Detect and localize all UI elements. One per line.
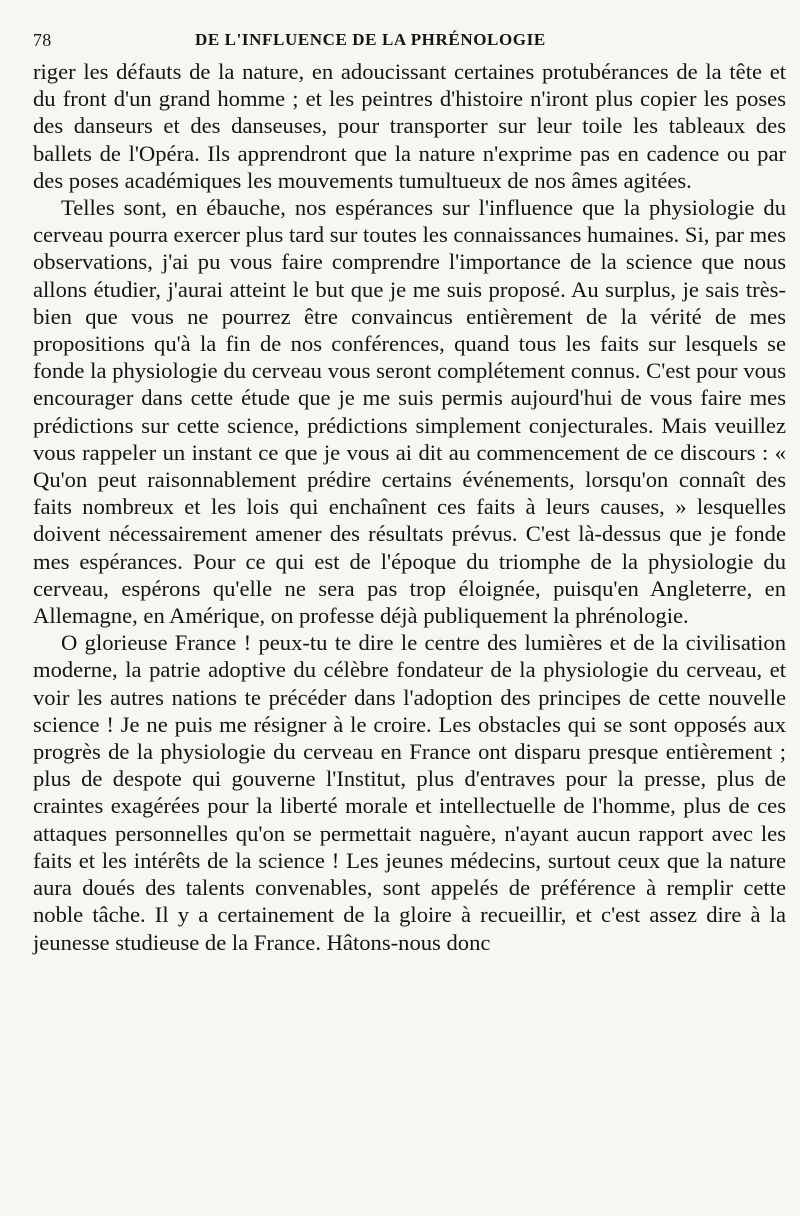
paragraph-2: Telles sont, en ébauche, nos espérances sur l'influence que la physiologie du cerveau pourra exercer plus tard sur toutes les connaissances humaines. Si, par mes observations, j'ai pu vous faire comprendre l'importance de la science que nous allons étudier, j'aurai atteint le but que je me suis proposé. Au surplus, je sais très-bien que vous ne pourrez être convaincus entièrement de la vérité de mes propositions qu'à la fin de nos conférences, quand tous les faits sur lesquels se fonde la physiologie du cerveau vous seront complétement connus. C'est pour vous encourager dans cette étude que je me suis permis aujourd'hui de vous faire mes prédictions sur cette science, prédictions simplement conjecturales. Mais veuillez vous rappeler un instant ce que je vous ai dit au commencement de ce discours : « Qu'on peut raisonnablement prédire certains événements, lorsqu'on connaît des faits nombreux et les lois qui enchaînent ces faits à leurs causes, » lesquelles doivent nécessairement amener des résultats prévus. C'est là-dessus que je fonde mes espérances. Pour ce qui est de l'époque du triomphe de la physiologie du cerveau, espérons qu'elle ne sera pas trop éloignée, puisqu'en Angleterre, en Allemagne, en Amérique, on professe déjà publiquement la phrénologie. — [33, 195, 786, 629]
paragraph-1: riger les défauts de la nature, en adoucissant certaines protubérances de la tête et du front d'un grand homme ; et les peintres d'histoire n'iront plus copier les poses des danseurs et des danseuses, pour transporter sur leur toile les tableaux des ballets de l'Opéra. Ils apprendront que la nature n'exprime pas en cadence ou par des poses académiques les mouvements tumultueux de nos âmes agitées. — [33, 59, 786, 193]
body-text — [33, 58, 786, 956]
running-title: DE L'INFLUENCE DE LA PHRÉNOLOGIE — [195, 30, 546, 49]
paragraph-3: O glorieuse France ! peux-tu te dire le centre des lumières et de la civilisation moderne, la patrie adoptive du célèbre fondateur de la physiologie du cerveau, et voir les autres nations te précéder dans l'adoption des principes de cette nouvelle science ! Je ne puis me résigner à le croire. Les obstacles qui se sont opposés aux progrès de la physiologie du cerveau en France ont disparu presque entièrement ; plus de despote qui gouverne l'Institut, plus d'entraves pour la presse, plus de craintes exagérées pour la liberté morale et intellectuelle de l'homme, plus de ces attaques personnelles qu'on se permettait naguère, n'ayant aucun rapport avec les faits et les intérêts de la science ! Les jeunes médecins, surtout ceux que la nature aura doués des talents convenables, sont appelés de préférence à remplir cette noble tâche. Il y a certainement de la gloire à recueillir, et c'est assez dire à la jeunesse studieuse de la France. Hâtons-nous donc — [33, 630, 786, 955]
running-header — [33, 28, 786, 58]
page-number: 78 — [33, 30, 52, 50]
